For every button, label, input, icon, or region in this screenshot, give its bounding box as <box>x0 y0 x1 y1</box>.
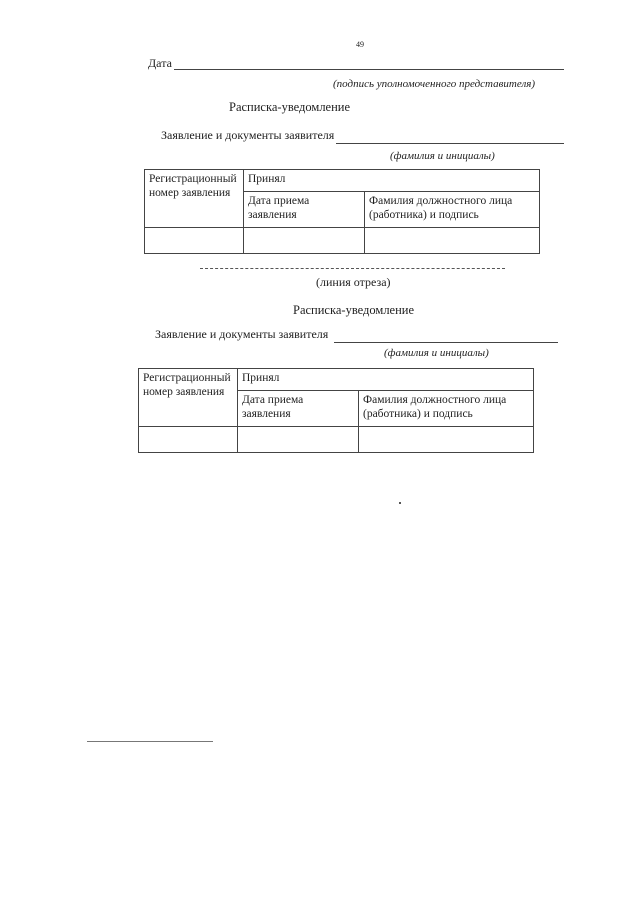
receipt-date-header: Дата приема заявления <box>238 391 359 427</box>
receipt-title: Расписка-уведомление <box>293 303 415 317</box>
date-label: Дата <box>148 56 172 70</box>
accepted-header: Принял <box>244 170 540 192</box>
receipt-title: Расписка-уведомление <box>229 100 351 114</box>
statement-label: Заявление и документы заявителя <box>161 128 335 142</box>
official-signature-header: Фамилия должностного лица (работника) и подпись <box>365 192 540 228</box>
footnote-separator <box>87 741 213 742</box>
reg-number-cell <box>139 427 238 453</box>
statement-label: Заявление и документы заявителя <box>155 327 329 341</box>
stray-dot <box>399 502 401 504</box>
official-signature-cell <box>365 228 540 254</box>
applicant-name-line <box>336 143 564 144</box>
applicant-name-line <box>334 342 558 343</box>
reg-number-header: Регистрационный номер заявления <box>139 369 238 427</box>
reg-number-header: Регистрационный номер заявления <box>145 170 244 228</box>
accepted-header: Принял <box>238 369 534 391</box>
receipt-table <box>138 368 534 453</box>
name-caption: (фамилия и инициалы) <box>390 150 495 162</box>
receipt-date-cell <box>238 427 359 453</box>
cut-line <box>200 268 505 269</box>
name-caption: (фамилия и инициалы) <box>384 347 489 359</box>
official-signature-header: Фамилия должностного лица (работника) и подпись <box>359 391 534 427</box>
reg-number-cell <box>145 228 244 254</box>
receipt-date-header: Дата приема заявления <box>244 192 365 228</box>
signature-caption: (подпись уполномоченного представителя) <box>333 78 536 90</box>
official-signature-cell <box>359 427 534 453</box>
receipt-date-cell <box>244 228 365 254</box>
page-number: 49 <box>356 40 364 49</box>
cut-line-caption: (линия отреза) <box>316 275 391 289</box>
receipt-table <box>144 169 540 254</box>
date-signature-line <box>174 69 564 70</box>
